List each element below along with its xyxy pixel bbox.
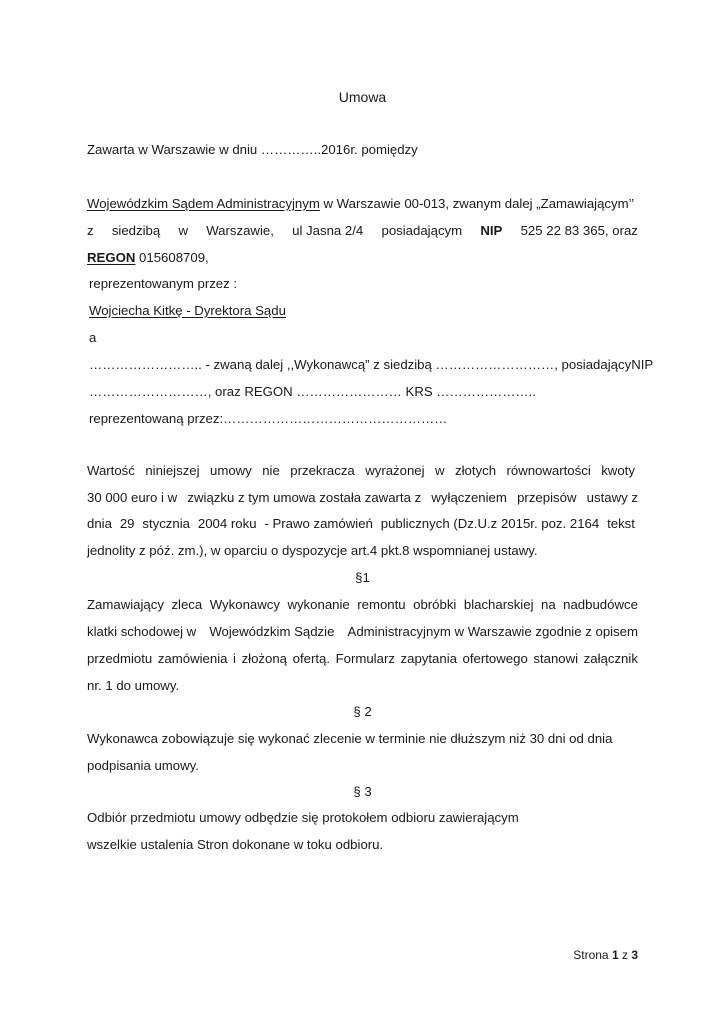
- word: w: [435, 463, 445, 478]
- word: przedmiotu: [87, 651, 153, 666]
- document-title: Umowa: [338, 89, 387, 105]
- phrase: stycznia: [142, 516, 190, 531]
- client-line-3: [87, 249, 209, 267]
- nip-value: 525 22 83 365, oraz: [520, 223, 638, 238]
- word: w: [178, 223, 188, 238]
- contractor-line-1: [89, 356, 654, 374]
- page-number: [573, 947, 638, 963]
- phrase: klatki schodowej w: [87, 624, 197, 639]
- client-representative: Wojciecha Kitkę - Dyrektora Sądu: [89, 303, 286, 318]
- section-3-line-2: wszelkie ustalenia Stron dokonane w toku odbioru.: [87, 837, 384, 852]
- address: ul Jasna 2/4: [292, 223, 364, 238]
- value-clause-line-2: [87, 489, 638, 507]
- word: równowartości: [506, 463, 591, 478]
- word: na: [540, 597, 556, 612]
- contractor-line-2: ………………………, oraz REGON …………………… KRS …………………..: [89, 384, 536, 399]
- section-1-line-4: nr. 1 do umowy.: [87, 678, 180, 693]
- word: złotych: [454, 463, 497, 478]
- page-number-current: 1: [611, 948, 619, 962]
- section-3-heading: § 3: [353, 784, 372, 799]
- section-1-line-2: [87, 623, 638, 641]
- word: wykonanie: [287, 597, 350, 612]
- phrase: Wojewódzkim Sądzie: [209, 624, 335, 639]
- word: i: [233, 651, 236, 666]
- contractor-text: …………………….. - zwaną dalej ,,Wykonawcą” z siedzibą ………………………, posiadający: [89, 357, 632, 372]
- section-3-line-1: Odbiór przedmiotu umowy odbędzie się protokołem odbioru zawierającym: [87, 810, 519, 825]
- word: załącznik: [583, 651, 638, 666]
- word: wyrażonej: [365, 463, 425, 478]
- phrase: 30 000 euro i w: [87, 490, 178, 505]
- regon-label: REGON: [87, 250, 136, 265]
- phrase: 29: [119, 516, 135, 531]
- page-number-total: 3: [631, 948, 638, 962]
- word: Warszawie,: [206, 223, 274, 238]
- client-name: Wojewódzkim Sądem Administracyjnym: [87, 196, 320, 211]
- phrase: dnia: [87, 516, 112, 531]
- phrase: tekst: [607, 516, 635, 531]
- word: ofertowego: [462, 651, 528, 666]
- client-line-2: [87, 222, 638, 240]
- phrase: publicznych (Dz.U.z 2015r. poz. 2164: [380, 516, 600, 531]
- word: złożoną: [241, 651, 288, 666]
- contractor-nip-label: NIP: [631, 357, 654, 372]
- phrase: - Prawo zamówień: [264, 516, 373, 531]
- word: posiadającym: [381, 223, 463, 238]
- word: remontu: [357, 597, 406, 612]
- phrase: 2004 roku: [197, 516, 257, 531]
- section-2-line-2: podpisania umowy.: [87, 758, 199, 773]
- section-1-line-1: [87, 596, 638, 614]
- page-number-separator: z: [618, 948, 632, 962]
- word: Wykonawcy: [209, 597, 280, 612]
- value-clause-line-4: jednolity z póź. zm.), w oparciu o dyspozycje art.4 pkt.8 wspomnianej ustawy.: [87, 543, 538, 558]
- phrase: ustawy z: [586, 490, 638, 505]
- word: obróbki: [413, 597, 457, 612]
- word: Wartość: [87, 463, 135, 478]
- section-2-heading: § 2: [353, 704, 372, 719]
- word: siedzibą: [111, 223, 161, 238]
- phrase: przepisów: [517, 490, 577, 505]
- word: zapytania: [400, 651, 457, 666]
- represented-by: reprezentowanym przez :: [89, 276, 238, 291]
- word: stanowi: [533, 651, 579, 666]
- word: ofertą.: [292, 651, 330, 666]
- phrase: Administracyjnym w Warszawie zgodnie z opisem: [347, 624, 638, 639]
- section-1-line-3: [87, 650, 638, 668]
- word: Zamawiający: [87, 597, 164, 612]
- word: nie: [262, 463, 280, 478]
- word: blacharskiej: [463, 597, 534, 612]
- word: zamówienia: [157, 651, 228, 666]
- word: umowy: [210, 463, 252, 478]
- value-clause-line-3: [87, 515, 635, 533]
- word: Formularz: [335, 651, 395, 666]
- nip-label: NIP: [480, 223, 503, 238]
- word: kwoty: [601, 463, 635, 478]
- intro-line: Zawarta w Warszawie w dniu …………..2016r. pomiędzy: [87, 142, 418, 157]
- section-2-line-1: Wykonawca zobowiązuje się wykonać zlecenie w terminie nie dłuższym niż 30 dni od dnia: [87, 731, 613, 746]
- word: nadbudówce: [563, 597, 638, 612]
- section-1-heading: §1: [355, 570, 370, 585]
- client-line-1: [87, 195, 634, 213]
- word: z: [87, 223, 94, 238]
- word: przekracza: [290, 463, 355, 478]
- word: zleca: [171, 597, 203, 612]
- phrase: wyłączeniem: [431, 490, 507, 505]
- client-line-1-rest: w Warszawie 00-013, zwanym dalej „Zamawiającym’’: [319, 196, 635, 211]
- regon-value: 015608709,: [135, 250, 209, 265]
- contractor-line-3: reprezentowaną przez:……………………………………………: [89, 411, 448, 426]
- word: niniejszej: [145, 463, 200, 478]
- phrase: związku z tym umowa została zawarta z: [187, 490, 422, 505]
- value-clause-line-1: [87, 462, 635, 480]
- page-number-prefix: Strona: [573, 948, 612, 962]
- conjunction: a: [89, 330, 97, 345]
